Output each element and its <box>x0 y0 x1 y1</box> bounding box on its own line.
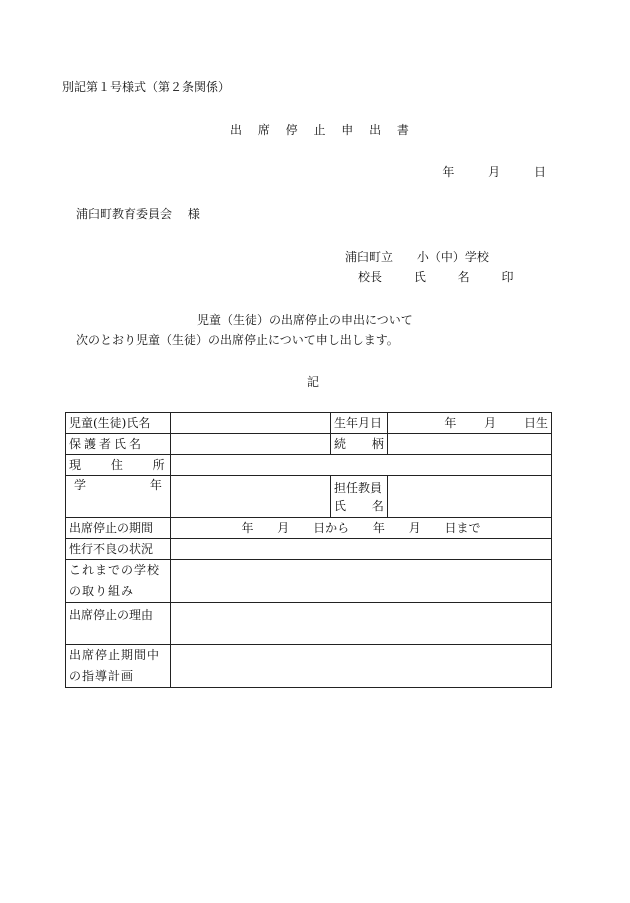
document-title: 出 席 停 止 申 出 書 <box>230 123 409 137</box>
efforts-label: これまでの学校の取り組み <box>66 560 171 603</box>
teacher-label <box>331 476 388 518</box>
table-row <box>66 518 552 539</box>
subject-line: 児童（生徒）の出席停止の申出について <box>197 313 413 327</box>
table-row <box>66 455 552 476</box>
date-line: 年 月 日 <box>442 165 546 179</box>
conduct-field[interactable] <box>171 539 552 560</box>
principal-line: 校長 氏 名 印 <box>358 270 514 284</box>
application-table <box>65 412 552 688</box>
plan-field[interactable] <box>171 645 552 688</box>
table-row <box>66 413 552 434</box>
relation-field[interactable] <box>388 434 552 455</box>
ki-heading: 記 <box>307 375 320 389</box>
table-row <box>66 476 552 518</box>
grade-field[interactable] <box>171 476 331 518</box>
student-name-label: 児童(生徒)氏名 <box>66 413 171 434</box>
birthdate-field[interactable]: 年 月 日生 <box>388 413 552 434</box>
conduct-label: 性行不良の状況 <box>66 539 171 560</box>
school-line: 浦臼町立 小（中）学校 <box>345 250 489 264</box>
addressee: 浦臼町教育委員会 様 <box>76 207 200 221</box>
address-label: 現 住 所 <box>66 455 171 476</box>
plan-label: 出席停止期間中の指導計画 <box>66 645 171 688</box>
table-row <box>66 560 552 603</box>
teacher-label-line2: 氏 名 <box>334 498 384 513</box>
table-row <box>66 539 552 560</box>
relation-label: 続 柄 <box>331 434 388 455</box>
guardian-name-label: 保護者氏名 <box>66 434 171 455</box>
reason-label: 出席停止の理由 <box>66 603 171 645</box>
body-text: 次のとおり児童（生徒）の出席停止について申し出します。 <box>76 333 399 347</box>
form-number: 別記第１号様式（第２条関係） <box>62 80 231 94</box>
address-field[interactable] <box>171 455 552 476</box>
teacher-name-field[interactable] <box>388 476 552 518</box>
birthdate-label: 生年月日 <box>331 413 388 434</box>
student-name-field[interactable] <box>171 413 331 434</box>
guardian-name-field[interactable] <box>171 434 331 455</box>
period-field[interactable]: 年 月 日から 年 月 日まで <box>171 518 552 539</box>
table-row <box>66 645 552 688</box>
period-label: 出席停止の期間 <box>66 518 171 539</box>
efforts-field[interactable] <box>171 560 552 603</box>
table-row <box>66 603 552 645</box>
reason-field[interactable] <box>171 603 552 645</box>
teacher-label-line1: 担任教員 <box>334 480 383 495</box>
table-row <box>66 434 552 455</box>
grade-label: 学 年 <box>66 476 171 518</box>
